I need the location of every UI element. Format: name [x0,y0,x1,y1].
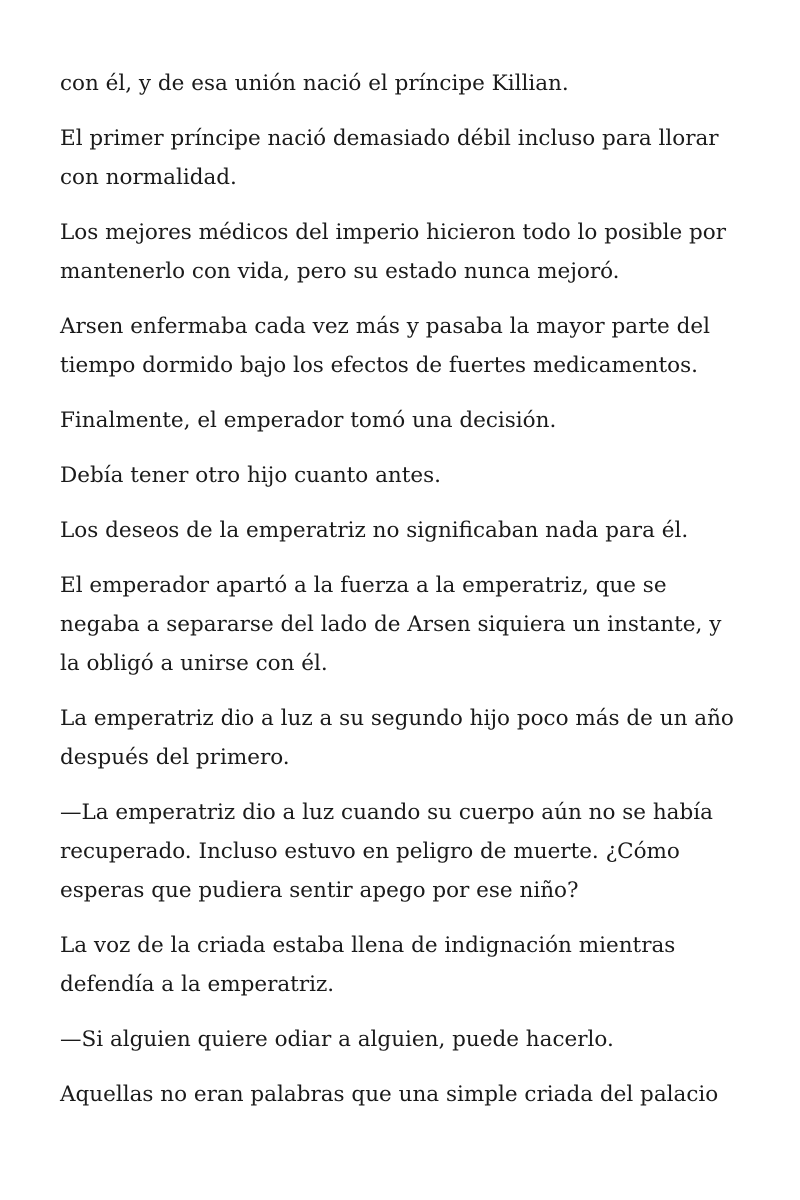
paragraph: con él, y de esa unión nació el príncipe Killian. [60,71,569,96]
paragraph: Aquellas no eran palabras que una simple criada del palacio [60,1082,719,1107]
paragraph: El emperador apartó a la fuerza a la emperatriz, que se negaba a separarse del lado de Arsen siquiera un instante, y la obligó a unirse con él. [60,573,722,676]
paragraph: Debía tener otro hijo cuanto antes. [60,463,441,488]
paragraph: Los mejores médicos del imperio hicieron todo lo posible por mantenerlo con vida, pero su estado nunca mejoró. [60,220,727,284]
paragraph: Arsen enfermaba cada vez más y pasaba la mayor parte del tiempo dormido bajo los efectos de fuertes medicamentos. [60,314,710,378]
paragraph: El primer príncipe nació demasiado débil incluso para llorar con normalidad. [60,126,719,190]
paragraph: La emperatriz dio a luz a su segundo hijo poco más de un año después del primero. [60,706,734,770]
paragraph: —Si alguien quiere odiar a alguien, puede hacerlo. [60,1027,614,1052]
paragraph: Finalmente, el emperador tomó una decisión. [60,408,557,433]
paragraph: La voz de la criada estaba llena de indignación mientras defendía a la emperatriz. [60,933,676,997]
paragraph: Los deseos de la emperatriz no significaban nada para él. [60,518,689,543]
paragraph: —La emperatriz dio a luz cuando su cuerpo aún no se había recuperado. Incluso estuvo en peligro de muerte. ¿Cómo esperas que pudiera sentir apego por ese niño? [60,800,713,903]
